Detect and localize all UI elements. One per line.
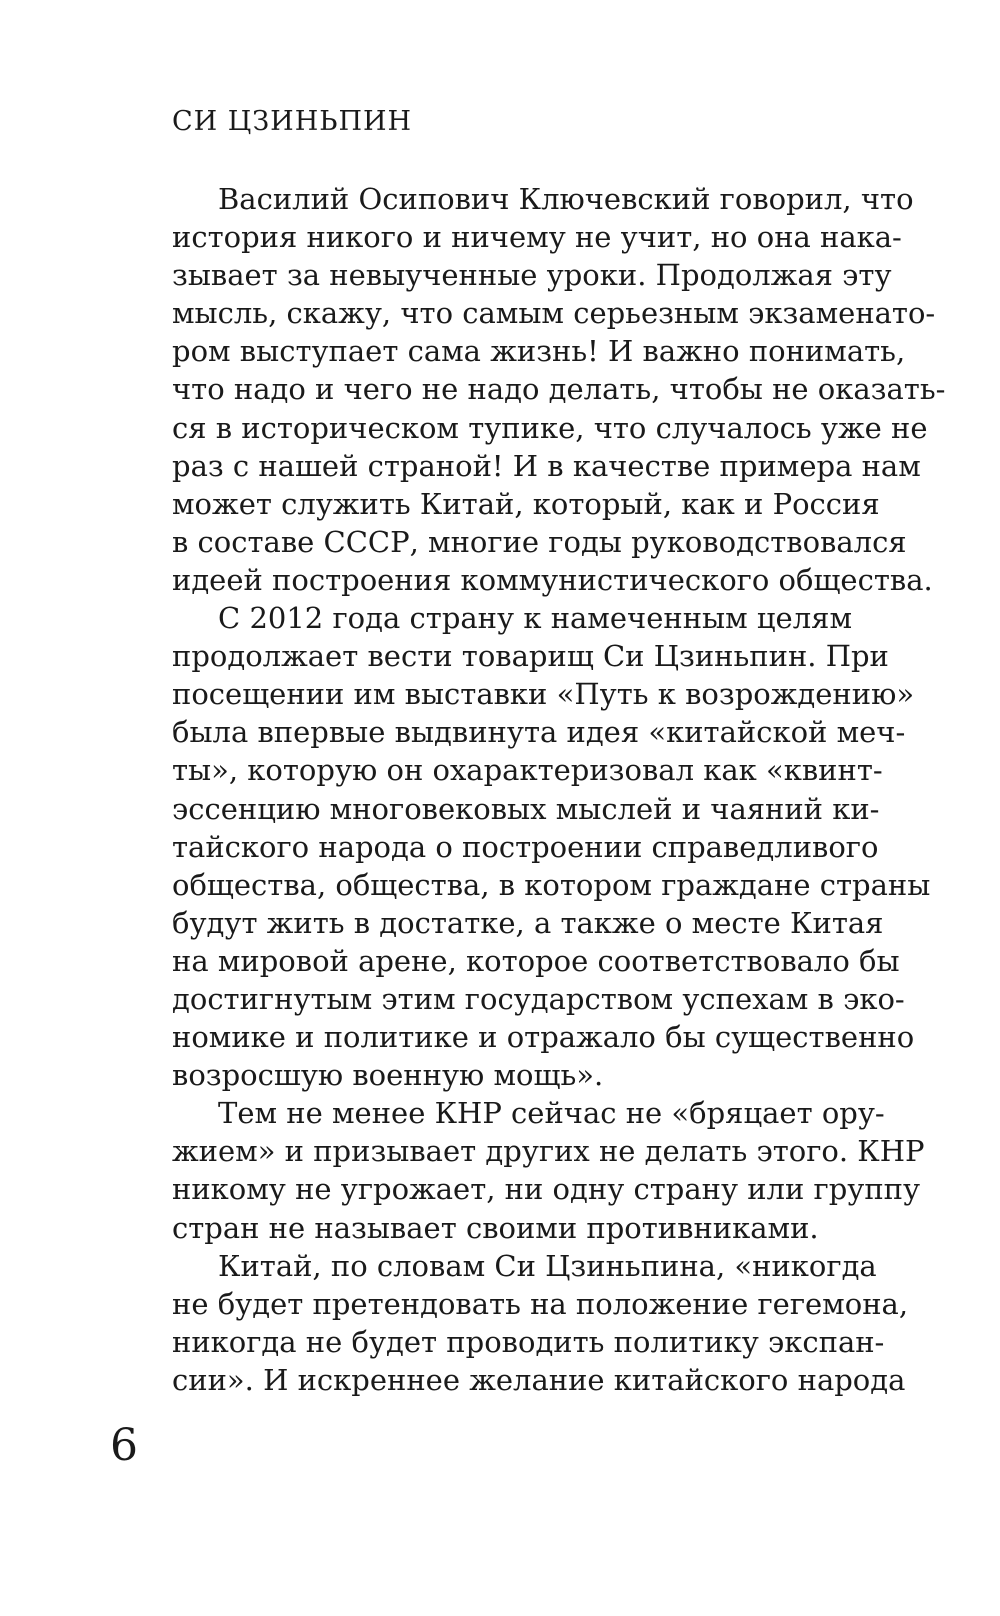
text-line: общества, общества, в котором граждане страны (172, 867, 931, 902)
page-number: 6 (110, 1420, 138, 1471)
text-line: может служить Китай, который, как и Россия (172, 486, 880, 521)
text-line: что надо и чего не надо делать, чтобы не оказать- (172, 372, 946, 407)
text-line: номике и политике и отражало бы существенно (172, 1020, 915, 1055)
text-line: Китай, по словам Си Цзиньпина, «никогда (218, 1248, 877, 1283)
text-line: жием» и призывает других не делать этого. КНР (172, 1134, 925, 1169)
text-line: история никого и ничему не учит, но она нака- (172, 220, 902, 255)
text-line: никогда не будет проводить политику экспан- (172, 1324, 885, 1359)
text-line: раз с нашей страной! И в качестве примера нам (172, 448, 921, 483)
body-text (172, 180, 946, 1399)
text-line: С 2012 года страну к намеченным целям (218, 601, 852, 636)
text-line: посещении им выставки «Путь к возрождению» (172, 677, 915, 712)
text-line: эссенцию многовековых мыслей и чаяний ки- (172, 791, 880, 826)
text-line: мысль, скажу, что самым серьезным экзаменато- (172, 296, 936, 331)
text-line: ром выступает сама жизнь! И важно понимать, (172, 334, 906, 369)
text-line: ты», которую он охарактеризовал как «квинт- (172, 753, 883, 788)
text-line: тайского народа о построении справедливого (172, 829, 879, 864)
text-line: ся в историческом тупике, что случалось уже не (172, 410, 928, 445)
text-line: никому не угрожает, ни одну страну или группу (172, 1172, 921, 1207)
text-line: в составе СССР, многие годы руководствовался (172, 524, 907, 559)
running-head: СИ ЦЗИНЬПИН (172, 106, 413, 137)
text-line: сии». И искреннее желание китайского народа (172, 1362, 906, 1397)
text-line: стран не называет своими противниками. (172, 1210, 819, 1245)
text-line: не будет претендовать на положение гегемона, (172, 1286, 909, 1321)
text-line: будут жить в достатке, а также о месте Китая (172, 905, 884, 940)
text-line: Василий Осипович Ключевский говорил, что (218, 182, 914, 216)
text-line: на мировой арене, которое соответствовало бы (172, 943, 900, 978)
text-line: продолжает вести товарищ Си Цзиньпин. При (172, 639, 889, 674)
text-line: была впервые выдвинута идея «китайской меч- (172, 715, 906, 750)
text-line: зывает за невыученные уроки. Продолжая эту (172, 258, 892, 293)
text-line: Тем не менее КНР сейчас не «бряцает ору- (218, 1096, 885, 1131)
text-line: возросшую военную мощь». (172, 1058, 604, 1093)
text-line: идеей построения коммунистического общества. (172, 562, 933, 597)
text-line: достигнутым этим государством успехам в эко- (172, 981, 905, 1016)
